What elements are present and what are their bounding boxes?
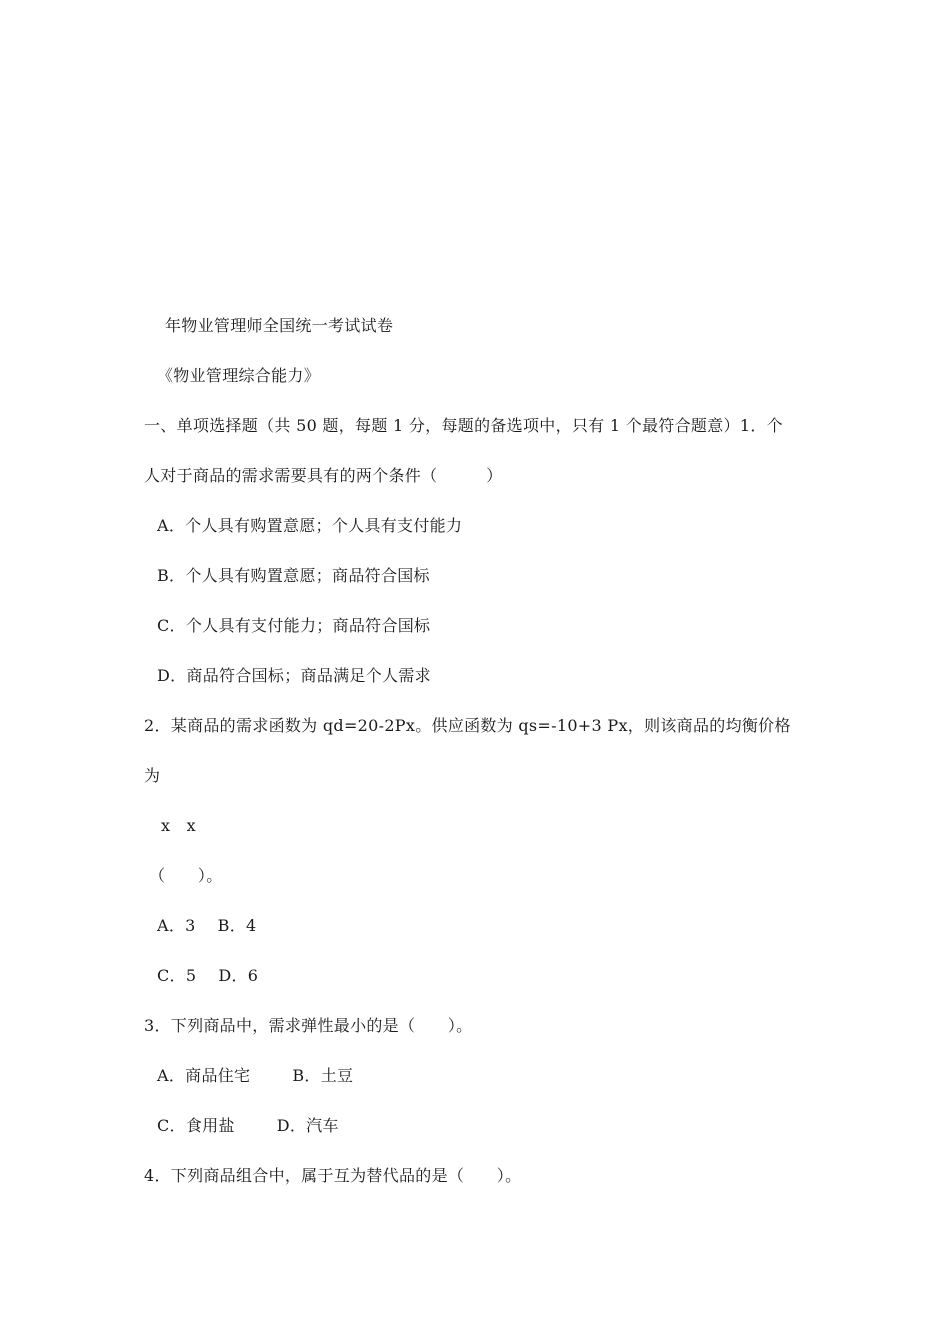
q2-option-c: C．5 [157,966,197,985]
q2-options-row-1 [157,916,256,936]
q2-option-a: A．3 [157,916,196,935]
q1-option-d: D．商品符合国标；商品满足个人需求 [157,666,431,685]
q1-option-b: B．个人具有购置意愿；商品符合国标 [157,566,430,585]
q2-stem-line-2: 为 [144,766,161,785]
q2-stem-line-1: 2．某商品的需求函数为 qd=20-2Px。供应函数为 qs=-10+3 Px，则该商品的均衡价格 [144,716,791,735]
q2-blank: （ ）。 [149,866,223,885]
q2-options-row-2 [157,966,258,986]
q1-option-c: C．个人具有支付能力；商品符合国标 [157,616,431,635]
q2-option-d: D．6 [218,966,259,985]
q3-options-row-2 [157,1116,339,1136]
q3-stem: 3．下列商品中，需求弹性最小的是（ ）。 [144,1016,473,1035]
document-subtitle: 《物业管理综合能力》 [157,366,321,385]
q2-option-b: B．4 [217,916,257,935]
q4-stem: 4．下列商品组合中，属于互为替代品的是（ ）。 [144,1166,522,1185]
q1-option-a: A．个人具有购置意愿；个人具有支付能力 [157,516,463,535]
q3-option-a: A．商品住宅 [157,1066,251,1085]
section-header-line-2: 人对于商品的需求需要具有的两个条件（ ） [144,466,503,485]
section-header-line-1: 一、单项选择题（共 50 题，每题 1 分，每题的备选项中，只有 1 个最符合题意）1．个 [144,416,783,435]
q2-subscripts: x x [161,816,196,835]
q3-option-b: B．土豆 [292,1066,354,1085]
q3-option-c: C．食用盐 [157,1116,235,1135]
document-title: 年物业管理师全国统一考试试卷 [165,316,394,335]
q3-option-d: D．汽车 [276,1116,339,1135]
q3-options-row-1 [157,1066,353,1086]
